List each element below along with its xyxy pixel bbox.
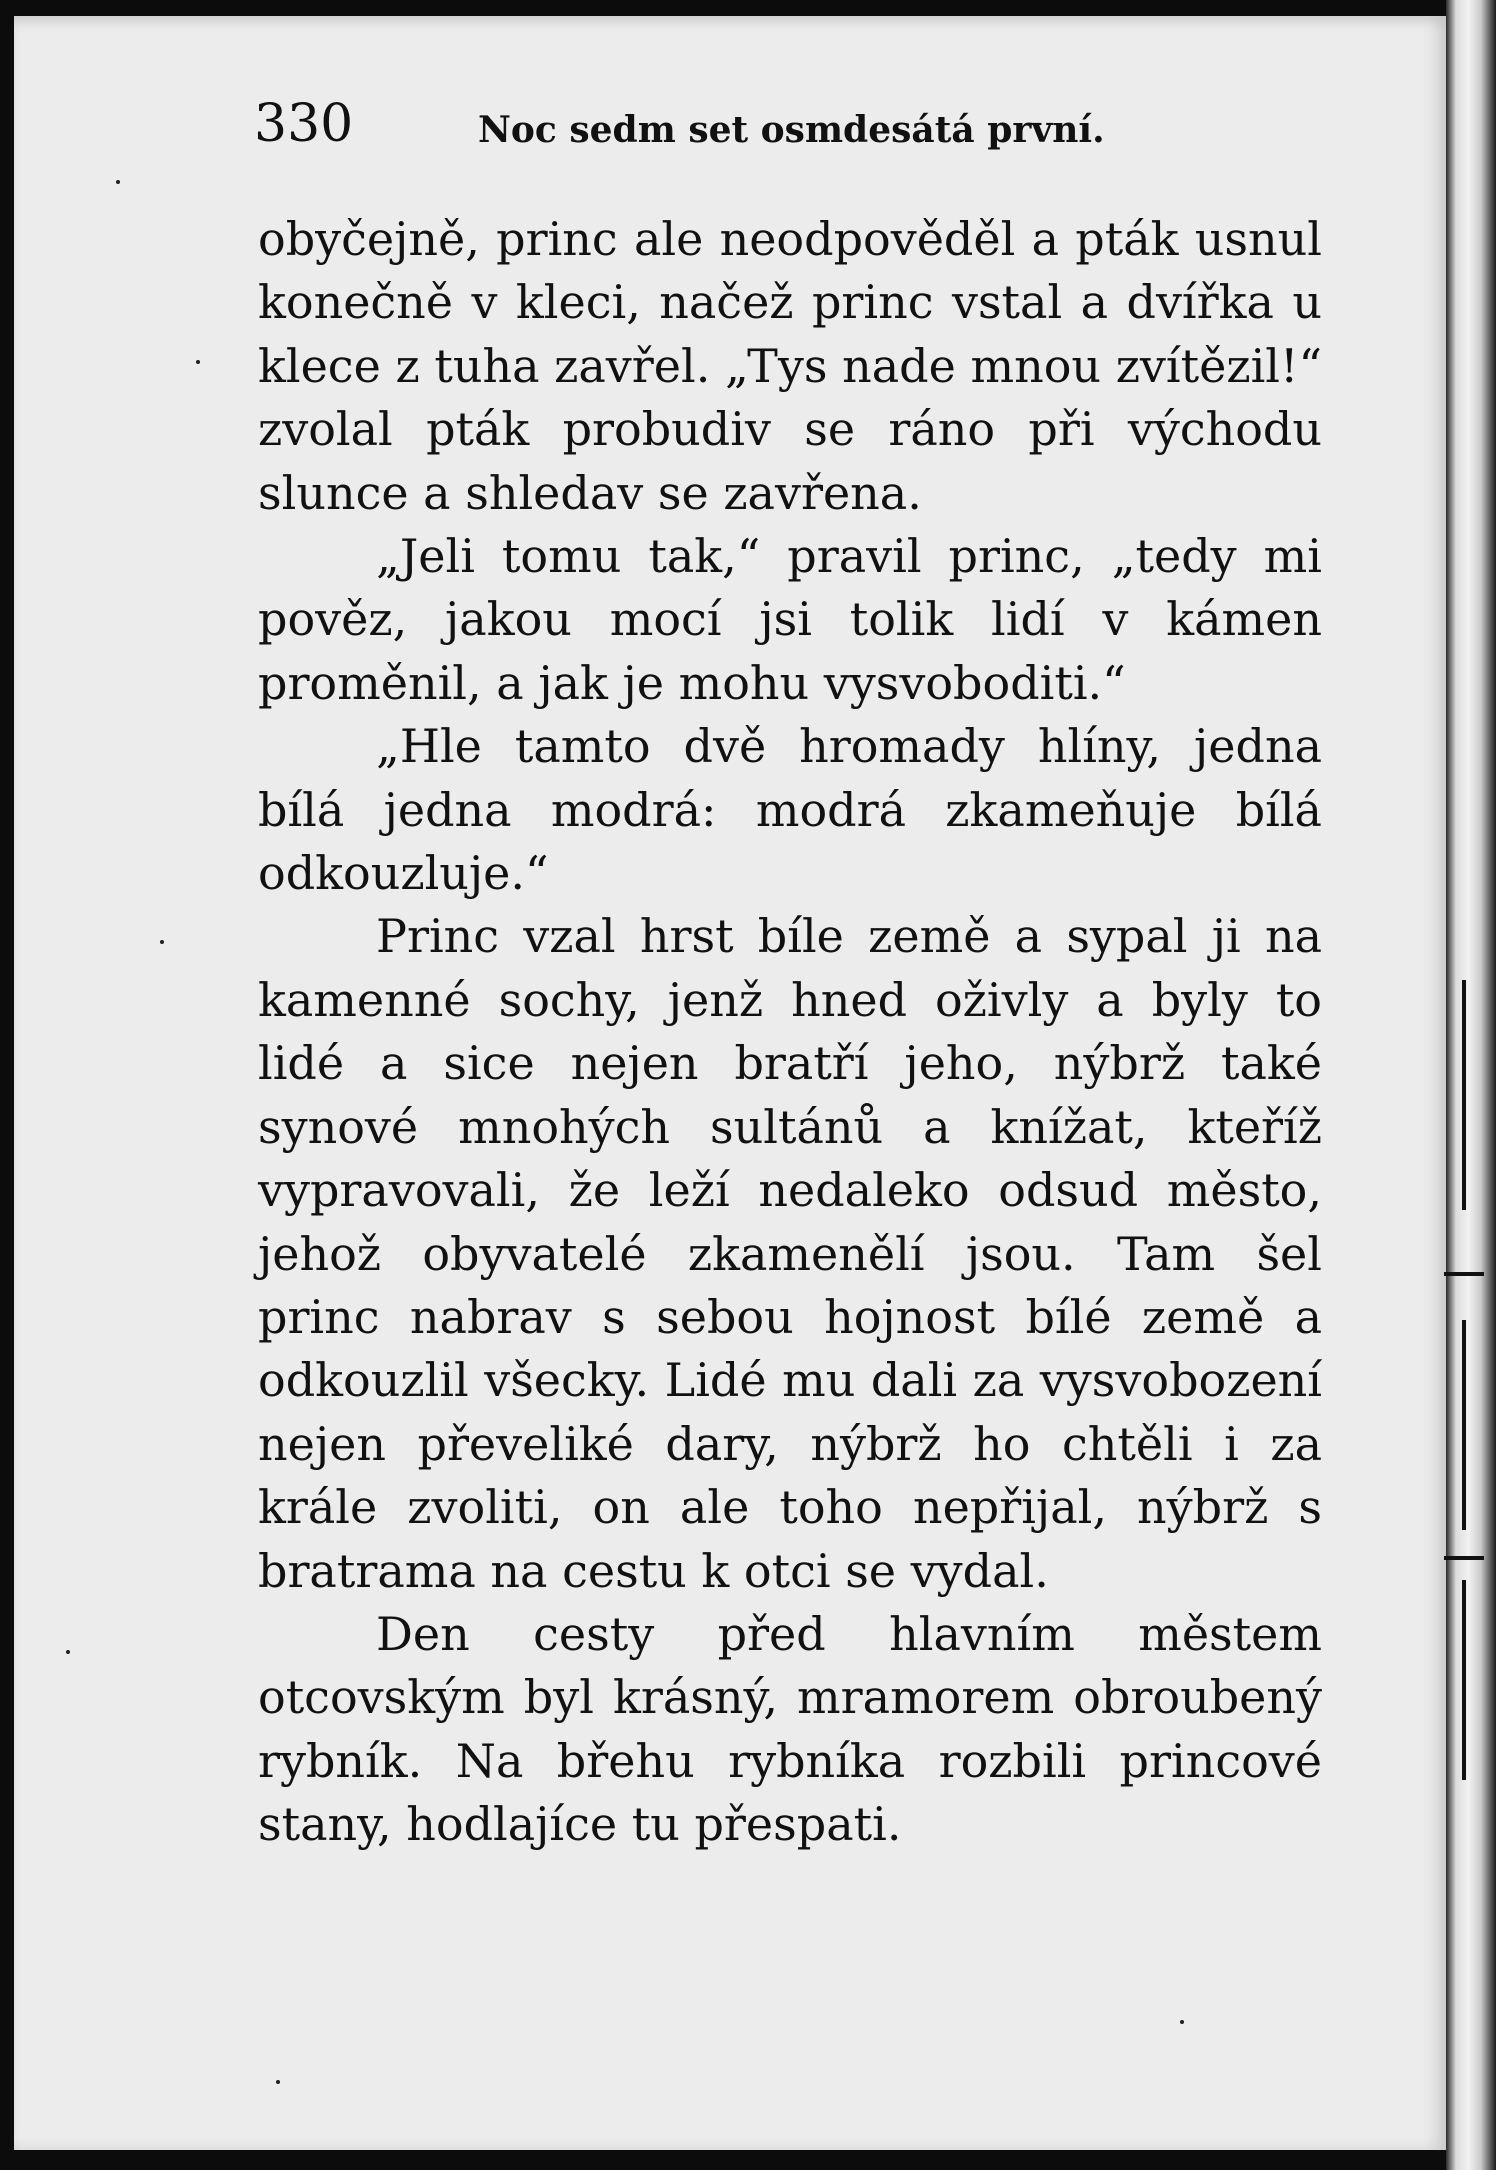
paragraph: „Jeli tomu tak,“ pravil princ, „tedy mi pověz, jakou mocí jsi tolik lidí v kámen proměnil, a jak je mohu vysvoboditi.“ <box>258 529 1322 710</box>
paper-speck <box>1180 2020 1184 2024</box>
spine-mark <box>1462 1580 1466 1780</box>
spine-mark <box>1462 980 1466 1210</box>
book-spine <box>1446 0 1496 2170</box>
page-header <box>254 92 1314 162</box>
paper-speck <box>276 2080 280 2084</box>
body-text <box>258 208 1322 1857</box>
paragraph: obyčejně, princ ale neodpověděl a pták usnul konečně v kleci, načež princ vstal a dvířka u klece z tuha zavřel. „Tys nade mnou zvítězil!“ zvolal pták probudiv se ráno při východu slunce a shledav se zavřena. <box>258 212 1322 520</box>
paper-speck <box>196 360 200 364</box>
paragraph: Princ vzal hrst bíle země a sypal ji na kamenné sochy, jenž hned oživly a byly to lidé a sice nejen bratří jeho, nýbrž také synové mnohých sultánů a knížat, kteříž vypravovali, že leží nedaleko odsud město, jehož obyvatelé zkamenělí jsou. Tam šel princ nabrav s sebou hojnost bílé země a odkouzlil všecky. Lidé mu dali za vysvobození nejen převeliké dary, nýbrž ho chtěli i za krále zvoliti, on ale toho nepřijal, nýbrž s bratrama na cestu k otci se vydal. <box>258 909 1322 1598</box>
paper-speck <box>66 1650 70 1654</box>
paragraph: Den cesty před hlavním městem otcovským byl krásný, mramorem obroubený rybník. Na břehu rybníka rozbili princové stany, hodlajíce tu přespati. <box>258 1606 1322 1852</box>
paper-speck <box>116 180 120 184</box>
page-number: 330 <box>254 94 354 154</box>
running-title: Noc sedm set osmdesátá první. <box>478 109 1105 151</box>
spine-mark <box>1462 1320 1466 1530</box>
paragraph: „Hle tamto dvě hromady hlíny, jedna bílá jedna modrá: modrá zkameňuje bílá odkouzluje.“ <box>258 719 1322 901</box>
spine-tick <box>1444 1272 1484 1276</box>
spine-tick <box>1444 1556 1484 1560</box>
paper-speck <box>160 940 164 944</box>
